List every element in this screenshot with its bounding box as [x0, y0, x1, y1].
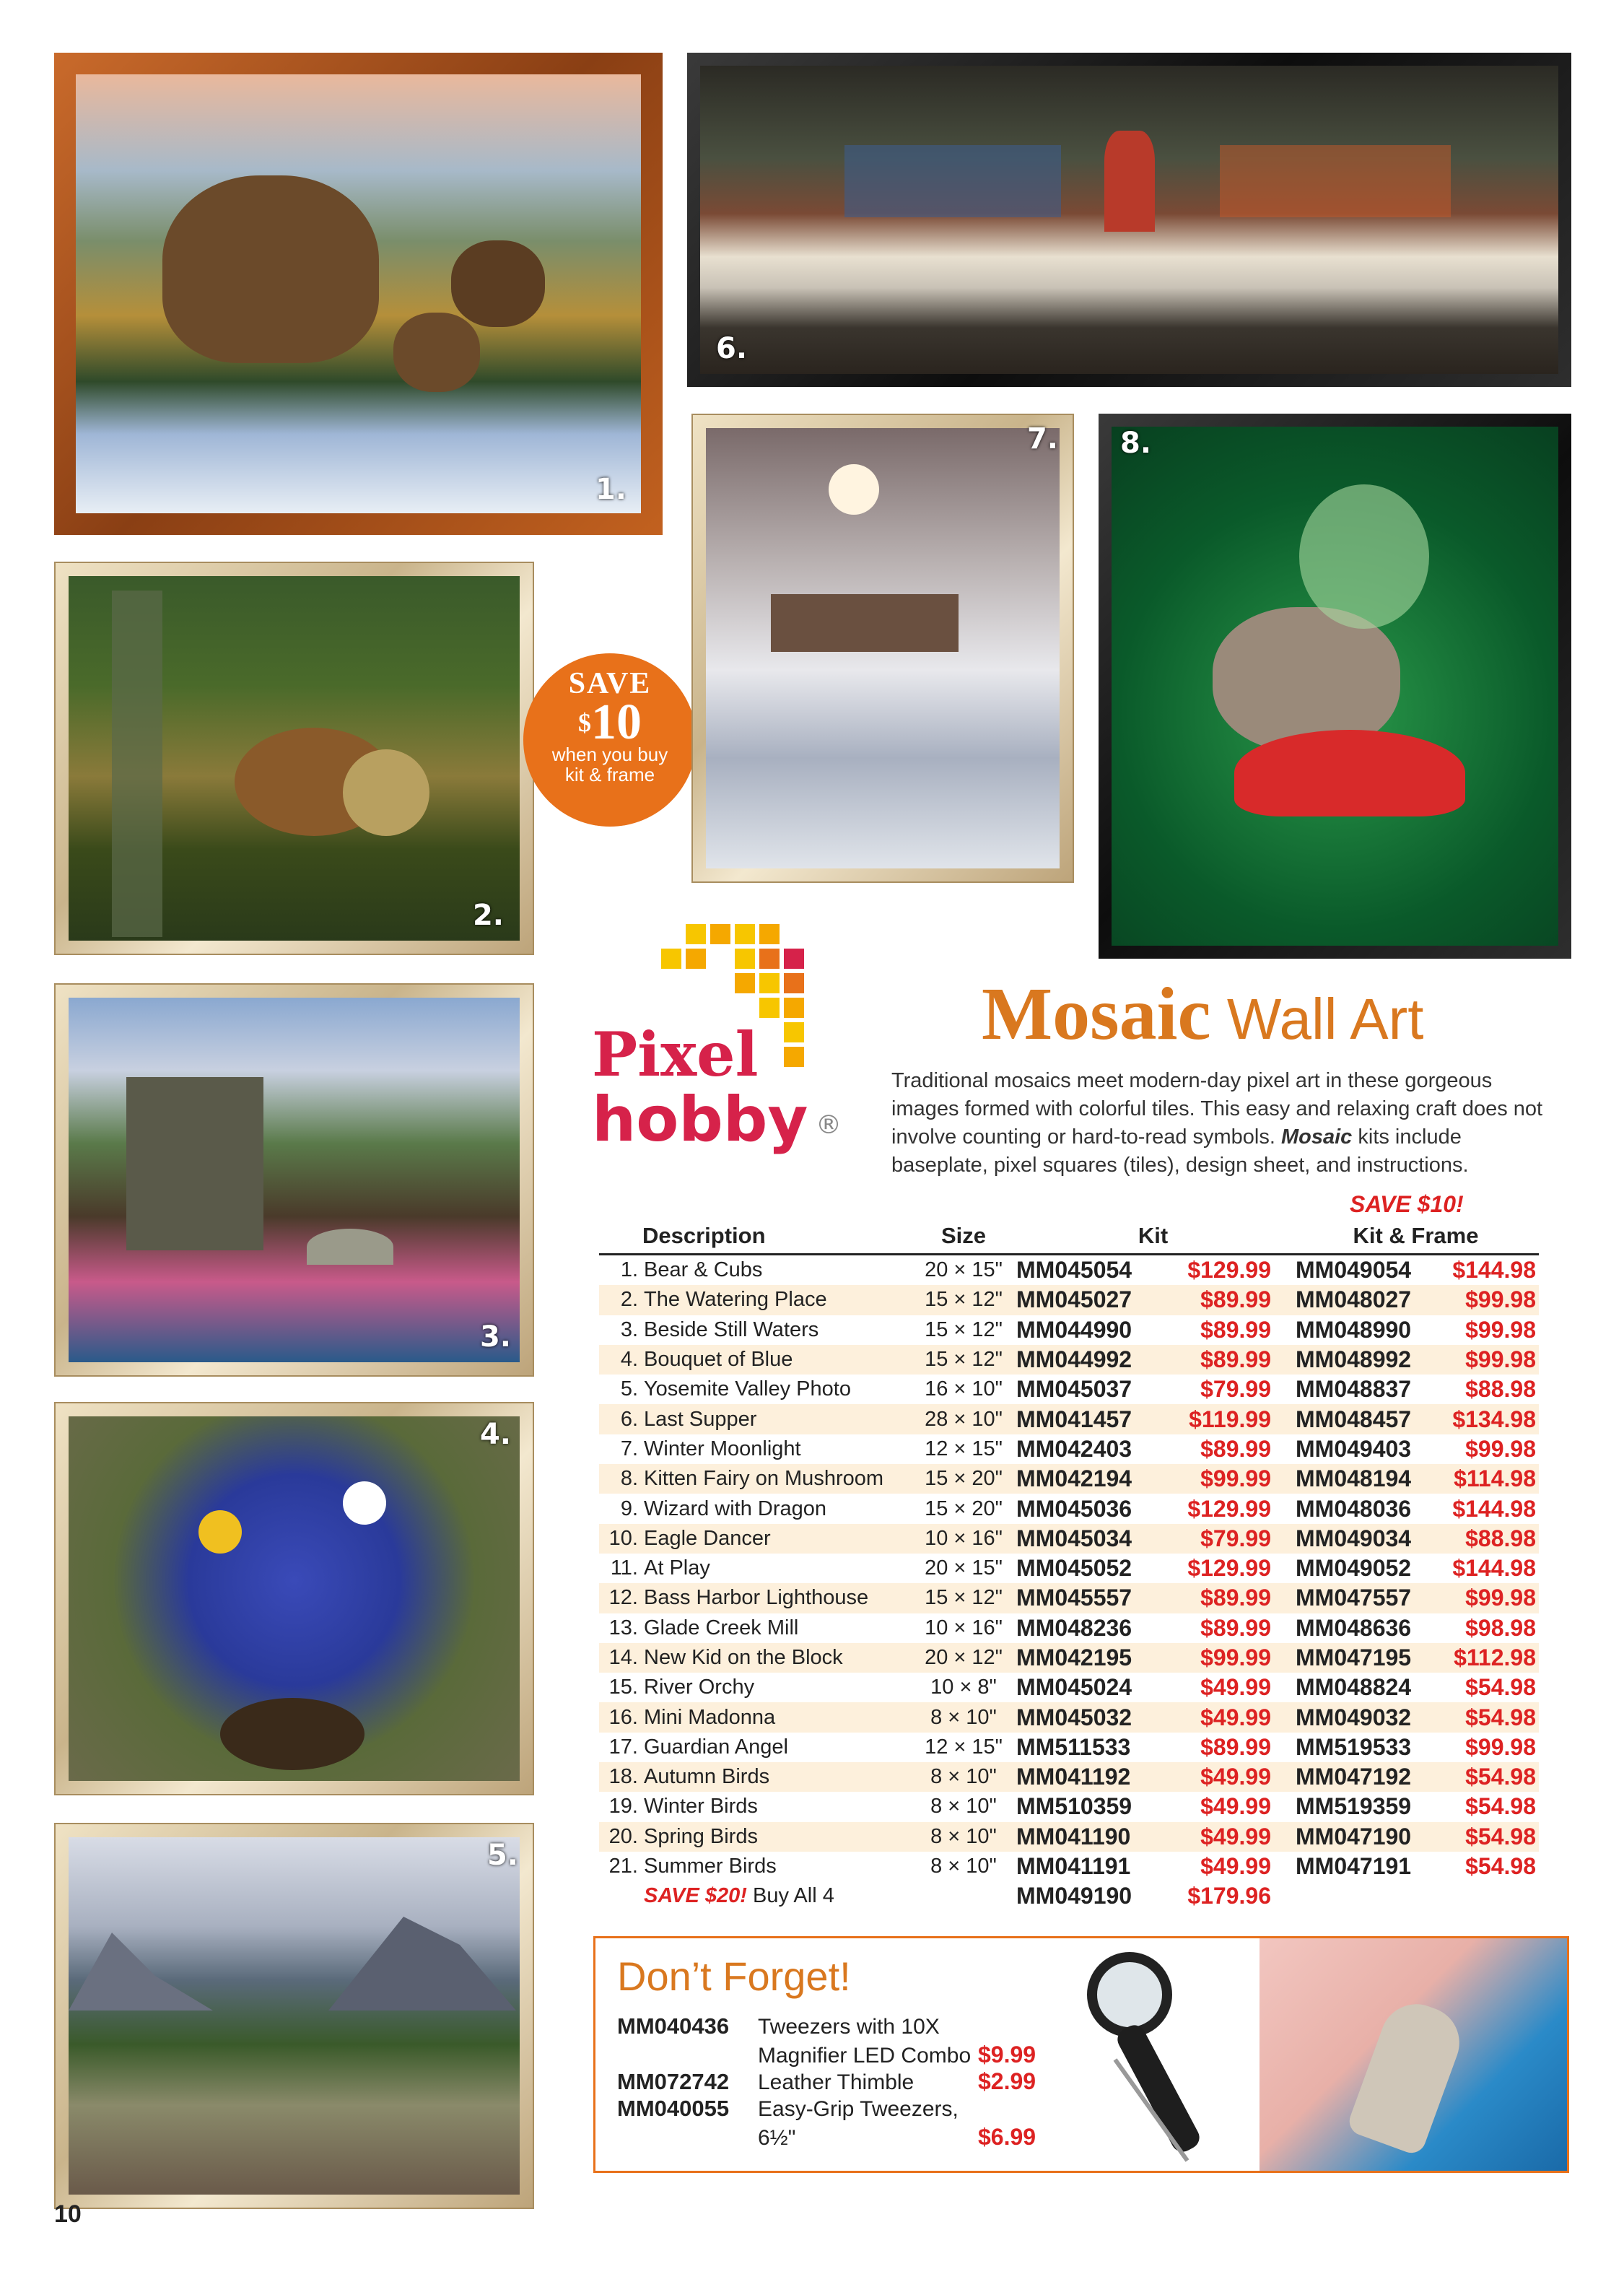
svg-text:®: ® — [816, 1110, 842, 1140]
dont-forget-title: Don’t Forget! — [617, 1953, 851, 1999]
badge-line1: when you buy — [551, 744, 668, 765]
artwork-number-7: 7. — [1026, 422, 1058, 456]
table-row: 4. Bouquet of Blue 15 × 12" MM044992 $89.99 MM048992 $99.98 — [599, 1345, 1539, 1375]
table-row: 13. Glade Creek Mill 10 × 16" MM048236 $89.99 MM048636 $98.98 — [608, 1614, 1536, 1641]
pixel-hobby-logo — [592, 924, 866, 1198]
artwork-winter-moonlight — [706, 428, 1060, 868]
table-row: 17. Guardian Angel 12 × 15" MM511533 $89.99 MM519533 $99.98 — [608, 1733, 1536, 1760]
artwork-beside-still-waters — [69, 998, 520, 1362]
table-row: 3. Beside Still Waters 15 × 12" MM044990 $89.99 MM048990 $99.98 — [620, 1316, 1536, 1343]
artwork-number-3: 3. — [479, 1320, 511, 1354]
artwork-frame-4 — [54, 1402, 534, 1795]
save-badge — [523, 653, 697, 827]
artwork-number-5: 5. — [486, 1839, 518, 1872]
table-row: 16. Mini Madonna 8 × 10" MM045032 $49.99 MM049032 $54.98 — [599, 1702, 1539, 1732]
artwork-kitten-fairy — [1112, 427, 1558, 946]
page-title: Mosaic Wall Art — [982, 972, 1424, 1055]
artwork-frame-8 — [1099, 414, 1571, 959]
table-row: 8. Kitten Fairy on Mushroom 15 × 20" MM042194 $99.99 MM048194 $114.98 — [599, 1464, 1539, 1494]
artwork-number-8: 8. — [1120, 427, 1152, 460]
artwork-yosemite — [69, 1837, 520, 2195]
table-row: 1. Bear & Cubs 20 × 15" MM045054 $129.99 MM049054 $144.98 — [620, 1257, 1536, 1284]
logo-pixel-text: Pixel — [592, 1019, 759, 1090]
artwork-number-4: 4. — [479, 1418, 511, 1451]
logo-hobby-text: hobby — [592, 1084, 808, 1156]
accessory-item: MM040055 Easy-Grip Tweezers, 6½" $6.99 — [617, 2096, 1036, 2150]
table-row: 18. Autumn Birds 8 × 10" MM041192 $49.99 MM047192 $54.98 — [599, 1762, 1539, 1792]
dont-forget-box — [593, 1936, 1569, 2173]
accessory-item: MM072742 Leather Thimble $2.99 — [617, 2068, 1036, 2094]
artwork-frame-1 — [54, 53, 663, 535]
table-row: 11. At Play 20 × 15" MM045052 $129.99 MM049052 $144.98 — [610, 1555, 1536, 1582]
artwork-bouquet-of-blue — [69, 1416, 520, 1781]
artwork-frame-5 — [54, 1823, 534, 2209]
artwork-bear-and-cubs — [76, 74, 641, 513]
table-row: 12. Bass Harbor Lighthouse 15 × 12" MM045557 $89.99 MM047557 $99.98 — [599, 1583, 1539, 1613]
artwork-pheasants — [69, 576, 520, 941]
table-row: 7. Winter Moonlight 12 × 15" MM042403 $89.99 MM049403 $99.98 — [620, 1435, 1536, 1462]
table-row: 14. New Kid on the Block 20 × 12" MM042195 $99.99 MM047195 $112.98 — [599, 1643, 1539, 1673]
badge-save-text: SAVE — [568, 667, 652, 700]
intro-paragraph: Traditional mosaics meet modern-day pixel art in these gorgeous images formed with colorful tiles. This easy and relaxing craft does not involve counting or hard-to-read symbols. Mosaic kits include baseplate, pixel squares (tiles), design sheet, and instructions. — [891, 1069, 1543, 1177]
thimble-photo — [1260, 1938, 1567, 2171]
magnifier-tweezers-icon — [1086, 1951, 1231, 2168]
badge-amount: $10 — [578, 694, 642, 750]
artwork-frame-6 — [687, 53, 1571, 387]
artwork-last-supper — [700, 66, 1558, 374]
table-row: 6. Last Supper 28 × 10" MM041457 $119.99 MM048457 $134.98 — [599, 1404, 1539, 1434]
table-row: 5. Yosemite Valley Photo 16 × 10" MM045037 $79.99 MM048837 $88.98 — [620, 1376, 1536, 1403]
bundle-row: SAVE $20! Buy All 4 MM049190 $179.96 — [644, 1883, 1271, 1909]
product-table — [599, 1219, 1539, 1912]
artwork-number-2: 2. — [472, 899, 504, 932]
table-header: Description Size Kit Kit & Frame — [599, 1219, 1539, 1255]
table-row: 9. Wizard with Dragon 15 × 20" MM045036 $129.99 MM048036 $144.98 — [620, 1495, 1536, 1522]
artwork-frame-2 — [54, 562, 534, 955]
save-10-label: SAVE $10! — [1350, 1191, 1464, 1217]
artwork-frame-3 — [54, 983, 534, 1377]
table-row: 21. Summer Birds 8 × 10" MM041191 $49.99 MM047191 $54.98 — [608, 1853, 1536, 1880]
table-row: 15. River Orchy 10 × 8" MM045024 $49.99 MM048824 $54.98 — [608, 1674, 1536, 1701]
table-row: 10. Eagle Dancer 10 × 16" MM045034 $79.99 MM049034 $88.98 — [599, 1524, 1539, 1554]
table-row: 20. Spring Birds 8 × 10" MM041190 $49.99 MM047190 $54.98 — [599, 1822, 1539, 1852]
accessory-item: MM040436 Tweezers with 10X Magnifier LED Combo $9.99 — [617, 2013, 1036, 2068]
artwork-frame-7 — [691, 414, 1074, 883]
table-row: 19. Winter Birds 8 × 10" MM510359 $49.99 MM519359 $54.98 — [608, 1793, 1536, 1820]
table-row: 2. The Watering Place 15 × 12" MM045027 $89.99 MM048027 $99.98 — [599, 1285, 1539, 1315]
badge-line2: kit & frame — [564, 764, 655, 785]
page-number: 10 — [54, 2200, 82, 2228]
artwork-number-1: 1. — [595, 473, 627, 506]
artwork-number-6: 6. — [716, 332, 748, 365]
